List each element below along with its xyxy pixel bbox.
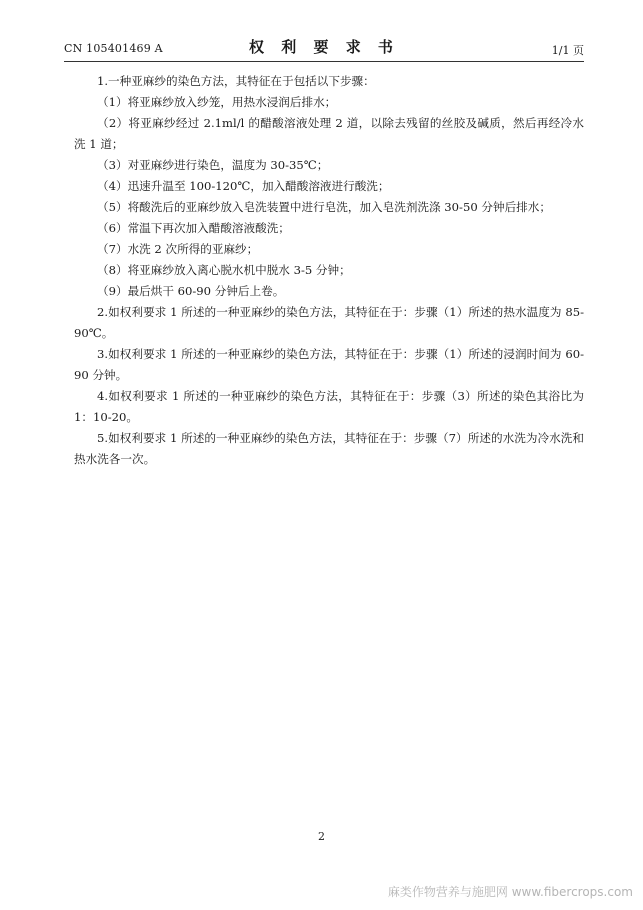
header-divider [64, 61, 584, 62]
publication-number: CN 105401469 A [64, 42, 163, 55]
page-count: 1/1 页 [551, 44, 584, 57]
claim-3: 3.如权利要求 1 所述的一种亚麻纱的染色方法，其特征在于：步骤（1）所述的浸润时间为 60-90 分钟。 [74, 347, 584, 382]
claim-1-step-7: （7）水洗 2 次所得的亚麻纱； [97, 242, 259, 256]
claim-1: 1.一种亚麻纱的染色方法，其特征在于包括以下步骤： [97, 74, 375, 88]
claim-5: 5.如权利要求 1 所述的一种亚麻纱的染色方法，其特征在于：步骤（7）所述的水洗为冷水洗和热水洗各一次。 [74, 431, 584, 466]
claim-1-step-2: （2）将亚麻纱经过 2.1ml/l 的醋酸溶液处理 2 道，以除去残留的丝胶及碱质，然后再经冷水洗 1 道； [74, 116, 584, 151]
document-title: 权 利 要 求 书 [249, 38, 399, 56]
claim-1-step-5: （5）将酸洗后的亚麻纱放入皂洗装置中进行皂洗，加入皂洗剂洗涤 30-50 分钟后排水； [97, 200, 551, 214]
claim-1-step-3: （3）对亚麻纱进行染色，温度为 30-35℃； [97, 158, 329, 172]
claims-body [74, 71, 584, 470]
claim-4: 4.如权利要求 1 所述的一种亚麻纱的染色方法，其特征在于：步骤（3）所述的染色其浴比为 1：10-20。 [74, 389, 584, 424]
page-number: 2 [318, 830, 325, 843]
claim-1-step-6: （6）常温下再次加入醋酸溶液酸洗； [97, 221, 290, 235]
site-watermark: 麻类作物营养与施肥网 www.fibercrops.com [387, 885, 633, 899]
claim-2: 2.如权利要求 1 所述的一种亚麻纱的染色方法，其特征在于：步骤（1）所述的热水温度为 85-90℃。 [74, 305, 584, 340]
claim-1-step-9: （9）最后烘干 60-90 分钟后上卷。 [97, 284, 285, 298]
page-header [64, 36, 584, 58]
claim-1-step-4: （4）迅速升温至 100-120℃，加入醋酸溶液进行酸洗； [97, 179, 390, 193]
claim-1-step-8: （8）将亚麻纱放入离心脱水机中脱水 3-5 分钟； [97, 263, 351, 277]
claim-1-step-1: （1）将亚麻纱放入纱笼，用热水浸润后排水； [97, 95, 337, 109]
